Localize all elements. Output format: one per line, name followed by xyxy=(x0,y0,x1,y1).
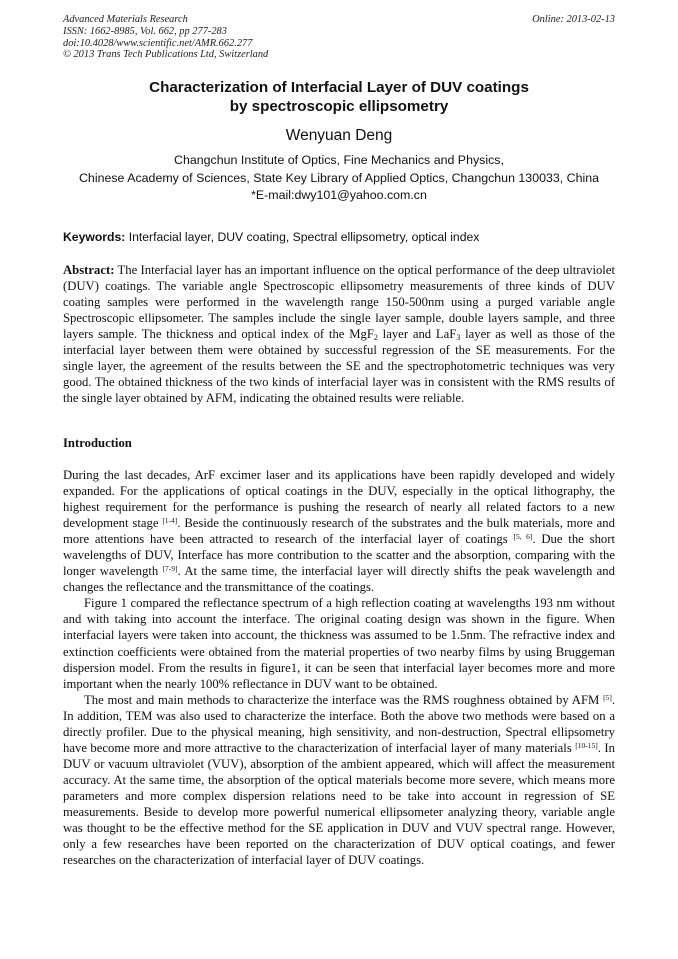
citation: [1-4] xyxy=(162,516,178,526)
title-line-1: Characterization of Interfacial Layer of DUV coatings xyxy=(149,79,529,96)
affiliation-line-1: Changchun Institute of Optics, Fine Mechanics and Physics, xyxy=(174,153,504,167)
abstract-text: layer as well as those of the interfacial layer between them were obtained by successful regression of the SE measurements. For the single layer, the agreement of the results between the SE and the spectrophotometric techniques was very good. The obtained thickness of the two kinds of interfacial layer was in consistent with the RMS results of the single layer obtained by AFM, indicating the obtained results were reliable. xyxy=(63,327,615,406)
paragraph xyxy=(63,467,615,595)
online-date: Online: 2013-02-13 xyxy=(532,14,615,25)
subscript: 2 xyxy=(373,333,378,343)
journal-issn: ISSN: 1662-8985, Vol. 662, pp 277-283 xyxy=(63,25,227,37)
paragraph: Figure 1 compared the reflectance spectrum of a high reflection coating at wavelengths 193 nm without and with taking into account the interface. The original coating design was shown in the figure. When interfacial layers were taken into account, the thickness was assumed to be 1.5nm. The refractive index and extinction coefficients were obtained from the material properties of two nearby films by using Bruggeman dispersion model. From the results in figure1, it can be seen that interfacial layer becomes more and more important when the nearly 100% reflectance in DUV want to be obtained. xyxy=(63,596,615,691)
citation: [10-15] xyxy=(575,740,598,750)
paragraph xyxy=(63,692,615,869)
title-line-2: by spectroscopic ellipsometry xyxy=(229,98,449,115)
paragraph-text: . Beside the continuously research of the substrates and the bulk materials, more and more attentions have been attracted to research of the interfacial layer of coatings xyxy=(63,516,615,547)
introduction-body xyxy=(63,467,615,868)
abstract xyxy=(63,262,615,406)
abstract-label: Abstract: xyxy=(63,263,115,277)
section-heading-introduction: Introduction xyxy=(63,436,132,450)
paragraph-text: . Due the short wavelengths of DUV, Interface has more contribution to the scatter and the absorption, comparing with the longer wavelength xyxy=(63,532,616,579)
journal-copyright: © 2013 Trans Tech Publications Ltd, Switzerland xyxy=(63,49,269,61)
paragraph-text: During the last decades, ArF excimer laser and its applications have been rapidly developed and widely expanded. For the applications of optical coatings in the DUV, especially in the optical lithography, the highest requirement for the performance is pushing the research of nearly all related factors to a new development stage xyxy=(63,468,615,531)
subscript: 3 xyxy=(456,333,461,343)
journal-doi: doi:10.4028/www.scientific.net/AMR.662.277 xyxy=(63,37,253,49)
affiliation-line-2: Chinese Academy of Sciences, State Key Library of Applied Optics, Changchun 130033, China xyxy=(78,170,600,185)
abstract-text: layer and LaF xyxy=(377,327,457,342)
citation: [5, 6] xyxy=(513,532,533,542)
keywords-label: Keywords: xyxy=(63,230,126,244)
citation: [7-9] xyxy=(162,564,178,574)
paper-title xyxy=(0,78,678,116)
author-email: *E-mail:dwy101@yahoo.com.cn xyxy=(251,188,427,202)
keywords-text: Interfacial layer, DUV coating, Spectral ellipsometry, optical index xyxy=(125,230,480,244)
affiliation xyxy=(0,152,678,205)
journal-header xyxy=(63,14,268,61)
paragraph-text: . In DUV or vacuum ultraviolet (VUV), absorption of the ambient appeared, which will affect the measurement accuracy. At the same time, the absorption of the optical materials become more severe, which means more parameters and more complex dispersion relations need to be take into account in regression of SE measurements. Beside to develop more powerful numerical ellipsometer analyzing theory, variable angle was thought to be the effective method for the SE application in DUV and VUV spectral range. However, only a few researches have been reported on the characterization of DUV optical coatings, and fewer researches on the characterization of interfacial layer of DUV coatings. xyxy=(63,740,615,868)
author-name: Wenyuan Deng xyxy=(285,127,393,144)
paragraph-text: . In addition, TEM was also used to characterize the interface. Both the above two methods were based on a directly profiler. Due to the physical meaning, high sensitivity, and non-destruction, Spectral ellipsometry have become more and more attractive to the characterization of interfacial layer of many materials xyxy=(63,692,615,755)
journal-name: Advanced Materials Research xyxy=(63,14,188,25)
citation: [5] xyxy=(603,692,612,702)
abstract-text: The Interfacial layer has an important influence on the optical performance of the deep ultraviolet (DUV) coatings. The variable angle Spectroscopic ellipsometry measurements of three kinds of DUV coating samples were performed in the wavelength range 150-500nm using a purged variable angle Spectroscopic ellipsometer. The samples include the single layer sample, double layers sample, and three layers sample. The thickness and optical index of the MgF xyxy=(63,263,615,342)
keywords xyxy=(63,229,623,245)
paragraph-text: The most and main methods to characterize the interface was the RMS roughness obtained by AFM xyxy=(84,692,604,707)
paragraph-text: . At the same time, the interfacial layer will directly shifts the peak wavelength and changes the reflectance and the transmittance of the coatings. xyxy=(63,564,615,595)
